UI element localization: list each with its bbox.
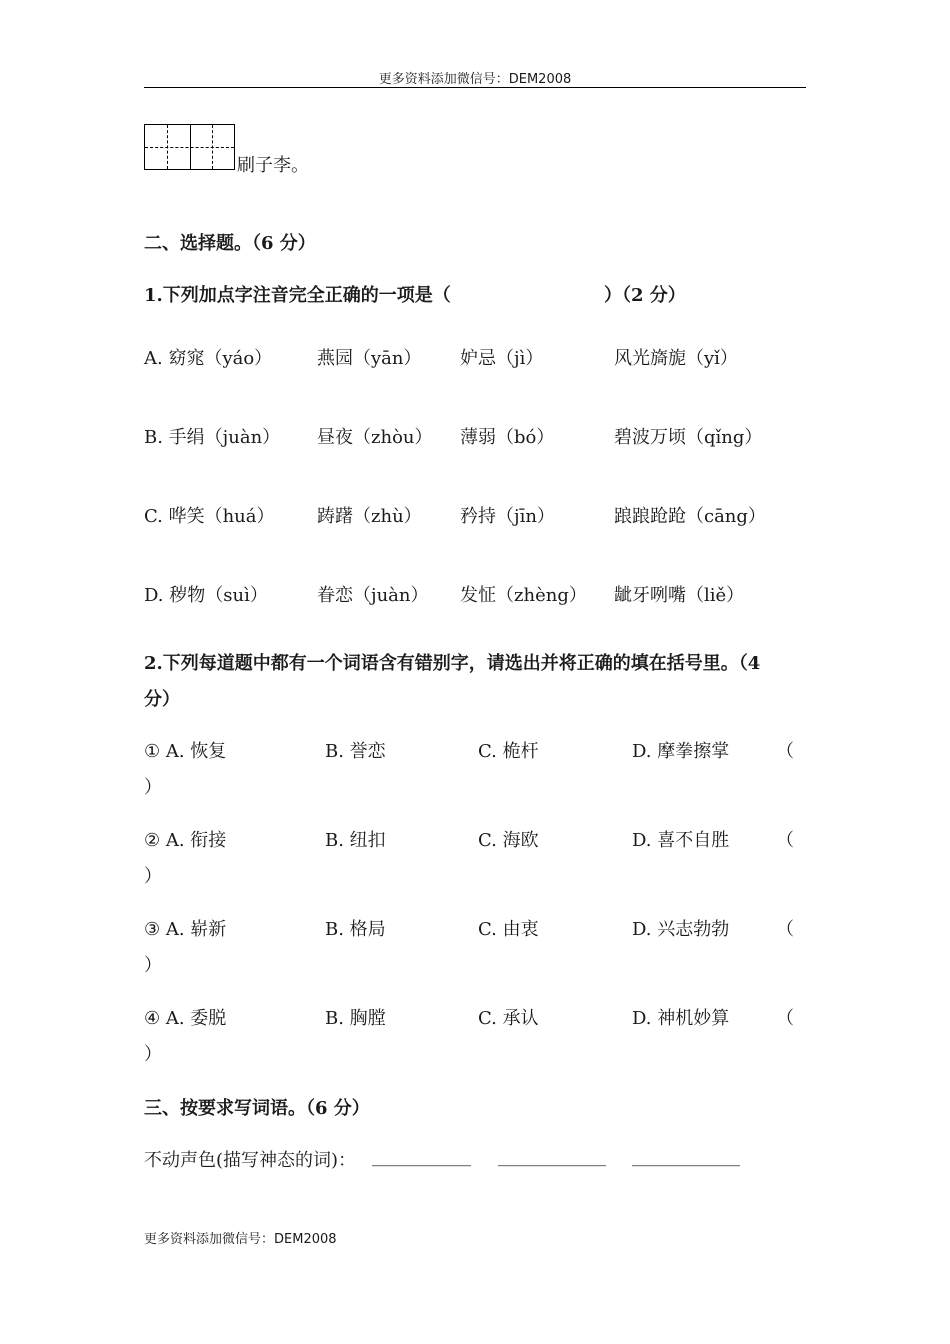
q1-option-a-3: 妒忌（jì） [460,348,544,369]
q1-option-c-1: C. 哗笑（huá） [144,506,275,527]
section2-title: 二、选择题。（6 分） [144,233,316,254]
grid-dash [145,147,234,148]
q1-option-b-1: B. 手绢（juàn） [144,427,281,448]
q2-row2-answer-close: ） [144,866,162,887]
section3-title: 三、按要求写词语。（6 分） [144,1098,370,1119]
q1-option-c-2: 踌躇（zhù） [317,506,422,527]
header-divider [144,87,806,88]
q2-row4-a: ④ A. 委脱 [144,1008,227,1029]
q1-option-d-2: 眷恋（juàn） [317,585,429,606]
q2-row4-b: B. 胸膛 [325,1008,386,1029]
grid-suffix: 刷子李。 [237,155,309,176]
q2-stem: 2.下列每道题中都有一个词语含有错别字，请选出并将正确的填在括号里。（4 [144,653,761,674]
answer-blank-3[interactable]: ____________ [632,1146,740,1167]
writing-grid[interactable] [144,124,235,170]
q1-option-a-1: A. 窈窕（yáo） [144,348,273,369]
q2-row3-b: B. 格局 [325,919,386,940]
q2-row3-d: D. 兴志勃勃 [632,919,730,940]
q2-row2-c: C. 海欧 [478,830,539,851]
q2-row2-a: ② A. 衔接 [144,830,227,851]
q1-option-a-4: 风光旖旎（yǐ） [614,348,738,369]
q1-option-c-4: 踉踉跄跄（cāng） [614,506,766,527]
q2-row4-answer-open[interactable]: （ [776,1008,794,1029]
q1-option-b-2: 昼夜（zhòu） [317,427,433,448]
q2-row1-d: D. 摩拳擦掌 [632,741,730,762]
q2-row3-answer-close: ） [144,955,162,976]
q2-row2-answer-open[interactable]: （ [776,830,794,851]
page-footer: 更多资料添加微信号：DEM2008 [144,1232,337,1247]
q2-row4-d: D. 神机妙算 [632,1008,730,1029]
q1-stem: 1.下列加点字注音完全正确的一项是（ [144,285,451,306]
page-header: 更多资料添加微信号：DEM2008 [378,72,572,87]
q2-row4-c: C. 承认 [478,1008,539,1029]
q1-option-b-3: 薄弱（bó） [460,427,555,448]
q1-option-d-1: D. 秽物（suì） [144,585,268,606]
q1-stem-close: ）（2 分） [604,285,686,306]
q2-stem-cont: 分） [144,689,180,710]
q1-option-b-4: 碧波万顷（qǐng） [614,427,763,448]
q2-row1-c: C. 桅杆 [478,741,539,762]
answer-blank-2[interactable]: ____________ [498,1146,606,1167]
q2-row4-answer-close: ） [144,1044,162,1065]
q2-row1-a: ① A. 恢复 [144,741,227,762]
q2-row1-answer-close: ） [144,777,162,798]
q2-row2-d: D. 喜不自胜 [632,830,730,851]
q2-row1-b: B. 誉恋 [325,741,386,762]
q1-option-c-3: 矜持（jīn） [460,506,555,527]
q2-row3-answer-open[interactable]: （ [776,919,794,940]
q2-row1-answer-open[interactable]: （ [776,741,794,762]
q2-row3-a: ③ A. 崭新 [144,919,227,940]
q2-row3-c: C. 由衷 [478,919,539,940]
q2-row2-b: B. 纽扣 [325,830,386,851]
q1-option-a-2: 燕园（yān） [317,348,422,369]
answer-blank-1[interactable]: ___________ [372,1146,471,1167]
q1-option-d-3: 发怔（zhèng） [460,585,587,606]
section3-line1-label: 不动声色(描写神态的词)： [144,1150,357,1171]
q1-option-d-4: 龇牙咧嘴（liě） [614,585,745,606]
